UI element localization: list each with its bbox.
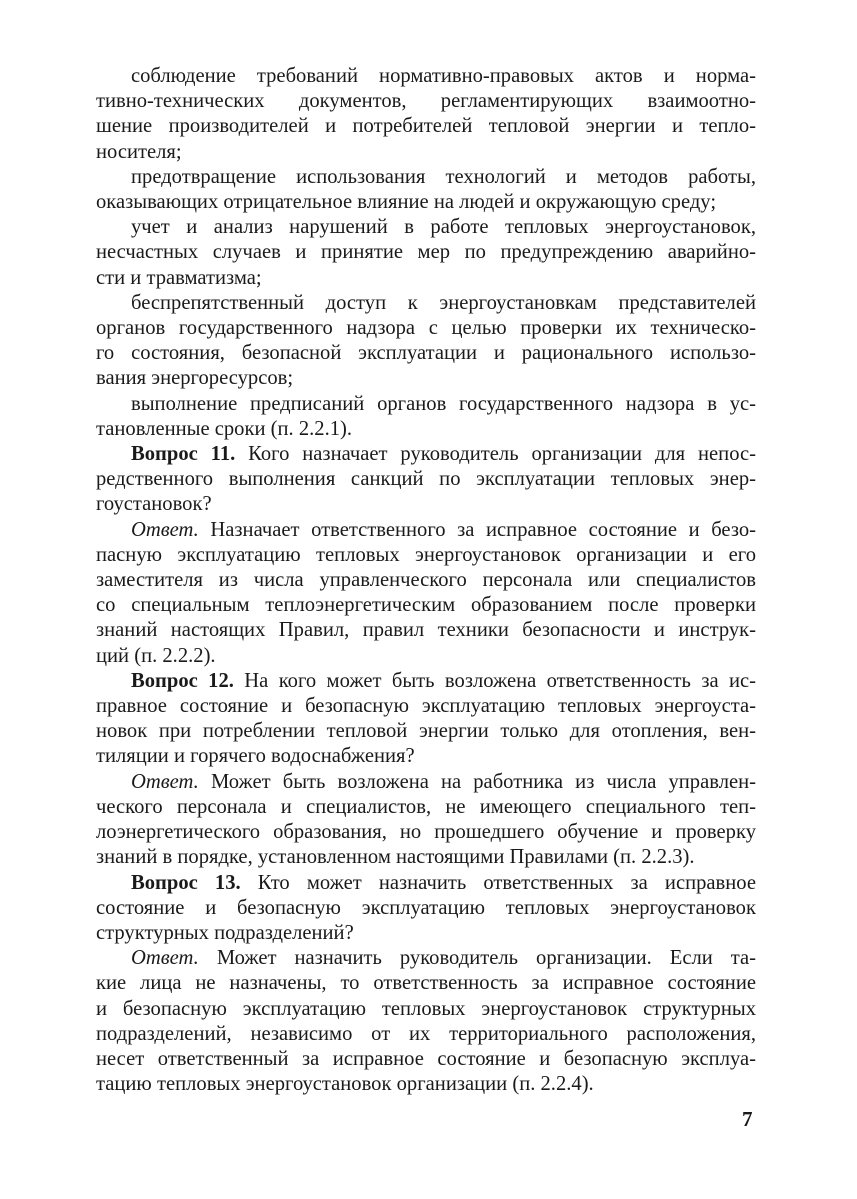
- line-text: Кого назначает руководитель организации для непос-: [235, 443, 756, 466]
- text-line: правное состояние и безопасную эксплуатацию тепловых энергоуста-: [96, 695, 756, 718]
- text-line: тацию тепловых энергоустановок организации (п. 2.2.4).: [96, 1073, 594, 1096]
- text-line: тивно-технических документов, регламентирующих взаимоотно-: [96, 90, 756, 113]
- list-paragraph: [96, 215, 756, 291]
- text-line: учет и анализ нарушений в работе тепловых энергоустановок,: [131, 216, 756, 239]
- answer-label: Ответ.: [131, 518, 199, 541]
- answer-label: Ответ.: [131, 947, 199, 970]
- text-line: [96, 946, 756, 971]
- text-line: [96, 871, 756, 896]
- list-paragraph: [96, 64, 756, 165]
- text-line: со специальным теплоэнергетическим образованием после проверки: [96, 594, 756, 617]
- text-line: [96, 770, 756, 795]
- text-line: гоустановок?: [96, 493, 212, 516]
- text-line: тановленные сроки (п. 2.2.1).: [96, 417, 353, 440]
- text-line: знаний настоящих Правил, правил техники безопасности и инструк-: [96, 619, 756, 642]
- text-line: заместителя из числа управленческого персонала или специалистов: [96, 569, 756, 592]
- text-line: [96, 442, 756, 467]
- text-line: новок при потреблении тепловой энергии только для отопления, вен-: [96, 720, 756, 743]
- line-text: Кто может назначить ответственных за исправное: [240, 871, 756, 894]
- question-paragraph: [96, 669, 756, 770]
- page-body-text: [96, 64, 756, 1097]
- line-text: Может быть возложена на работника из числа управлен-: [198, 770, 756, 793]
- text-line: редственного выполнения санкций по эксплуатации тепловых энер-: [96, 468, 756, 491]
- text-line: шение производителей и потребителей тепловой энергии и тепло-: [96, 115, 756, 138]
- list-paragraph: [96, 392, 756, 442]
- text-line: кие лица не назначены, то ответственность за исправное состояние: [96, 972, 756, 995]
- text-line: предотвращение использования технологий и методов работы,: [131, 165, 756, 188]
- text-line: структурных подразделений?: [96, 921, 354, 944]
- question-label: Вопрос 13.: [131, 871, 241, 894]
- text-line: органов государственного надзора с целью проверки их техническо-: [96, 317, 756, 340]
- question-paragraph: [96, 442, 756, 518]
- text-line: ций (п. 2.2.2).: [96, 644, 216, 667]
- question-label: Вопрос 11.: [131, 443, 236, 466]
- text-line: тиляции и горячего водоснабжения?: [96, 745, 415, 768]
- list-paragraph: [96, 291, 756, 392]
- line-text: Назначает ответственного за исправное состояние и безо-: [198, 518, 756, 541]
- text-line: выполнение предписаний органов государственного надзора в ус-: [131, 392, 756, 415]
- question-label: Вопрос 12.: [131, 669, 234, 692]
- text-line: ческого персонала и специалистов, не имеющего специального теп-: [96, 795, 756, 818]
- text-line: [96, 669, 756, 694]
- text-line: оказывающих отрицательное влияние на людей и окружающую среду;: [96, 191, 717, 214]
- answer-paragraph: [96, 518, 756, 669]
- text-line: соблюдение требований нормативно-правовых актов и норма-: [131, 65, 756, 87]
- text-line: го состояния, безопасной эксплуатации и рационального использо-: [96, 342, 756, 365]
- text-line: носителя;: [96, 140, 182, 163]
- answer-label: Ответ.: [131, 770, 199, 793]
- text-line: [96, 518, 756, 543]
- line-text: Может назначить руководитель организации. Если та-: [198, 947, 756, 970]
- line-text: На кого может быть возложена ответственность за ис-: [233, 669, 756, 692]
- answer-paragraph: [96, 946, 756, 1097]
- question-paragraph: [96, 871, 756, 947]
- text-line: несчастных случаев и принятие мер по предупреждению аварийно-: [96, 241, 756, 264]
- text-line: сти и травматизма;: [96, 266, 262, 289]
- text-line: знаний в порядке, установленном настоящими Правилами (п. 2.2.3).: [96, 846, 695, 869]
- text-line: состояние и безопасную эксплуатацию тепловых энергоустановок: [96, 896, 756, 919]
- text-line: лоэнергетического образования, но прошедшего обучение и проверку: [96, 821, 756, 844]
- text-line: подразделений, независимо от их территориального расположения,: [96, 1022, 756, 1045]
- text-line: пасную эксплуатацию тепловых энергоустановок организации и его: [96, 543, 756, 566]
- text-line: и безопасную эксплуатацию тепловых энергоустановок структурных: [96, 997, 756, 1020]
- text-line: вания энергоресурсов;: [96, 367, 294, 390]
- text-line: беспрепятственный доступ к энергоустановкам представителей: [131, 291, 756, 314]
- answer-paragraph: [96, 770, 756, 871]
- list-paragraph: [96, 165, 756, 215]
- page-number: 7: [742, 1107, 753, 1131]
- text-line: несет ответственный за исправное состояние и безопасную эксплуа-: [96, 1047, 756, 1070]
